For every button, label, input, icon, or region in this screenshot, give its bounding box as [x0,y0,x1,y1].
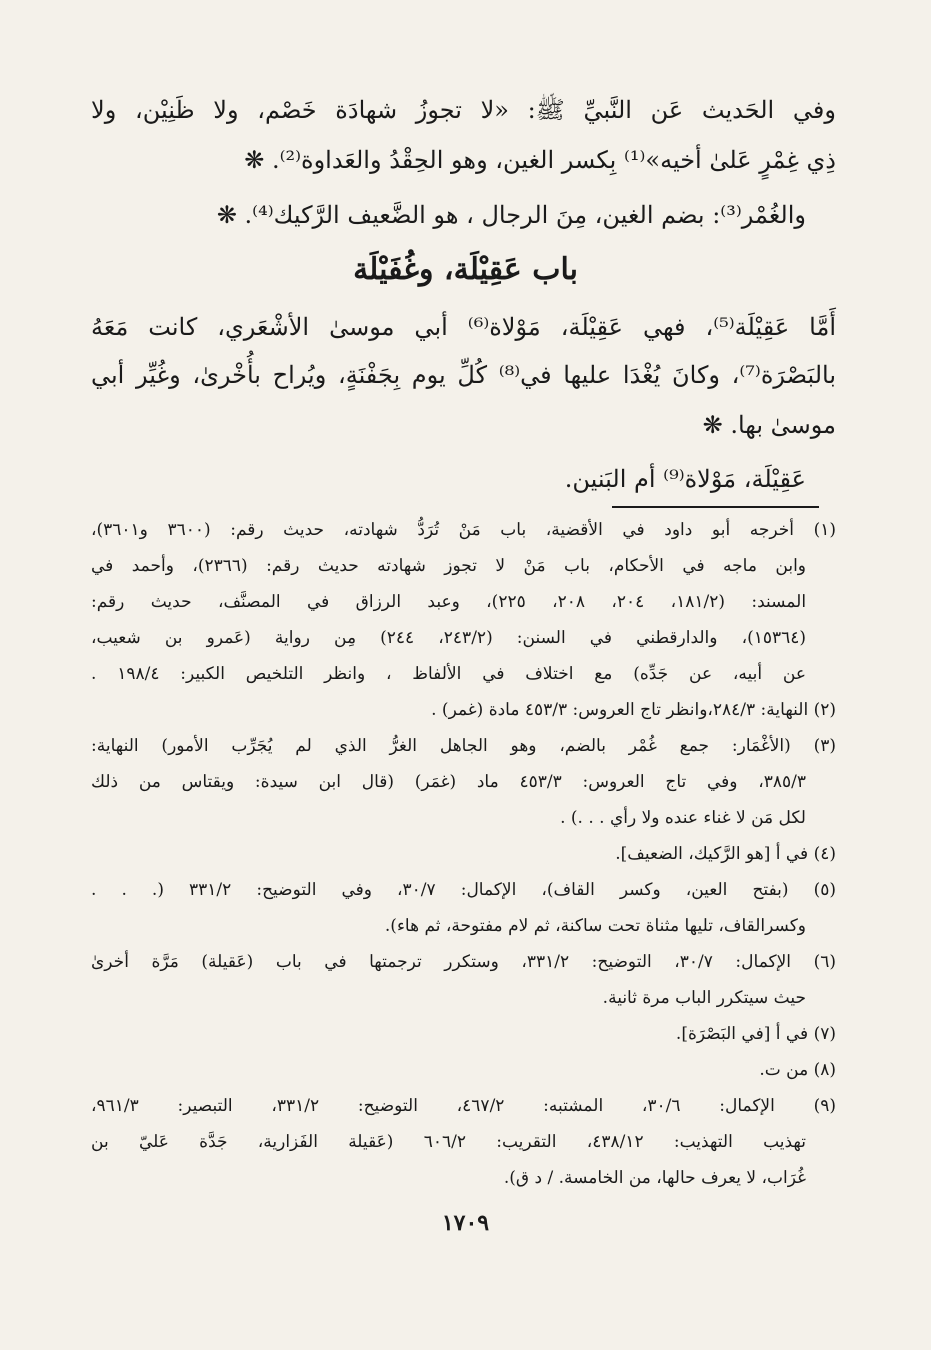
footnote-line: وكسرالقاف، تليها مثناة تحت ساكنة، ثم لام مفتوحة، ثم هاء). [384,916,806,936]
footnote-line: عن أبيه، عن جَدِّه) مع اختلاف في الألفاظ ، وانظر التلخيص الكبير: ١٩٨/٤ . [91,664,806,684]
footnote-line: تهذيب التهذيب: ٤٣٨/١٢، التقريب: ٦٠٦/٢ (عَقيلة الفَزارية، جَدَّة عَليّ بن [91,1132,806,1152]
main-text-line-7: عَقِيْلَة، مَوْلاة⁽⁹⁾ أم البَنين. [564,465,806,493]
footnote-line: غُرَاب، لا يعرف حالها، من الخامسة. / د ق). [503,1168,806,1188]
footnote-line: المسند: (١٨١/٢، ٢٠٤، ٢٠٨، ٢٢٥)، وعبد الرزاق في المصنَّف، حديث رقم: [91,592,807,612]
footnote-line: (٢) النهاية: ٢٨٤/٣،وانظر تاج العروس: ٤٥٣/٣ مادة (غمر) . [431,700,836,720]
main-text-line-5: بالبَصْرَة⁽⁷⁾، وكانَ يُغْدَا عليها في⁽⁸⁾ كُلِّ يوم بِجَفْنَةٍ، ويُراح بأُخْرىٰ، وغُيِّر أبي [91,361,836,389]
footnote-separator [612,506,819,508]
footnote-line: (١) أخرجه أبو داود في الأقضية، باب مَنْ تُرَدُّ شهادته، حديث رقم: (٣٦٠٠ و٣٦٠١)، [91,520,836,540]
section-heading: باب عَقِيْلَة، وغُفَيْلَة [353,252,578,287]
footnote-line: (٦) الإكمال: ٣٠/٧، التوضيح: ٣٣١/٢، وستكرر ترجمتها في باب (عَقيلة) مَرَّة أخرىٰ [91,952,836,972]
page-number: ١٧٠٩ [441,1210,490,1236]
main-text-line-6: موسىٰ بها. ❋ [702,411,836,439]
footnote-line: وابن ماجه في الأحكام، باب مَنْ لا تجوز شهادته حديث رقم: (٢٣٦٦)، وأحمد في [91,556,807,576]
footnote-line: حيث سيتكرر الباب مرة ثانية. [602,988,806,1008]
main-text-line-2: ذِي غِمْرٍ عَلىٰ أخيه»⁽¹⁾ بِكسر الغين، وهو الحِقْدُ والعَداوة⁽²⁾. ❋ [244,146,836,174]
main-text-line-1: وفي الحَديث عَن النَّبيِّ ﷺ: «لا تجوزُ شهادَة خَصْم، ولا ظَنِيْن، ولا [91,96,836,124]
footnote-line: ٣٨٥/٣، وفي تاج العروس: ٤٥٣/٣ ماد (غمَر) (قال ابن سيدة: ويقتاس من ذلك [91,772,806,792]
footnote-line: (٨) من ت. [759,1060,836,1080]
footnote-line: (٩) الإكمال: ٣٠/٦، المشتبه: ٤٦٧/٢، التوضيح: ٣٣١/٢، التبصير: ٩٦١/٣، [91,1096,836,1116]
main-text-line-4: أَمَّا عَقِيْلَة⁽⁵⁾، فهي عَقِيْلَة، مَوْلاة⁽⁶⁾ أبي موسىٰ الأشْعَري، كانت مَعَهُ [91,313,837,341]
main-text-line-3: والغُمْر⁽³⁾: بضم الغين، مِنَ الرجال ، هو الضَّعيف الرَّكيك⁽⁴⁾. ❋ [216,201,806,229]
footnote-line: (٣) (الأغْمَار: جمع غُمْر بالضم، وهو الجاهل الغرُّ الذي لم يُجَرِّب الأمور) النهاية: [91,736,836,756]
footnote-line: (٥) (بفتح العين، وكسر القاف)، الإكمال: ٣٠/٧، وفي التوضيح: ٣٣١/٢ (. . . [91,880,836,900]
footnote-line: (٧) في أ [في البَصْرَة]. [675,1024,836,1044]
footnote-line: لكل مَن لا غناء عنده ولا رأي . . .) . [560,808,806,828]
footnote-line: (١٥٣٦٤)، والدارقطني في السنن: (٢٤٣/٢، ٢٤٤) مِن رواية (عَمرو بن شعيب، [91,628,807,648]
footnote-line: (٤) في أ [هو الرَّكيك، الضعيف]. [615,844,836,864]
